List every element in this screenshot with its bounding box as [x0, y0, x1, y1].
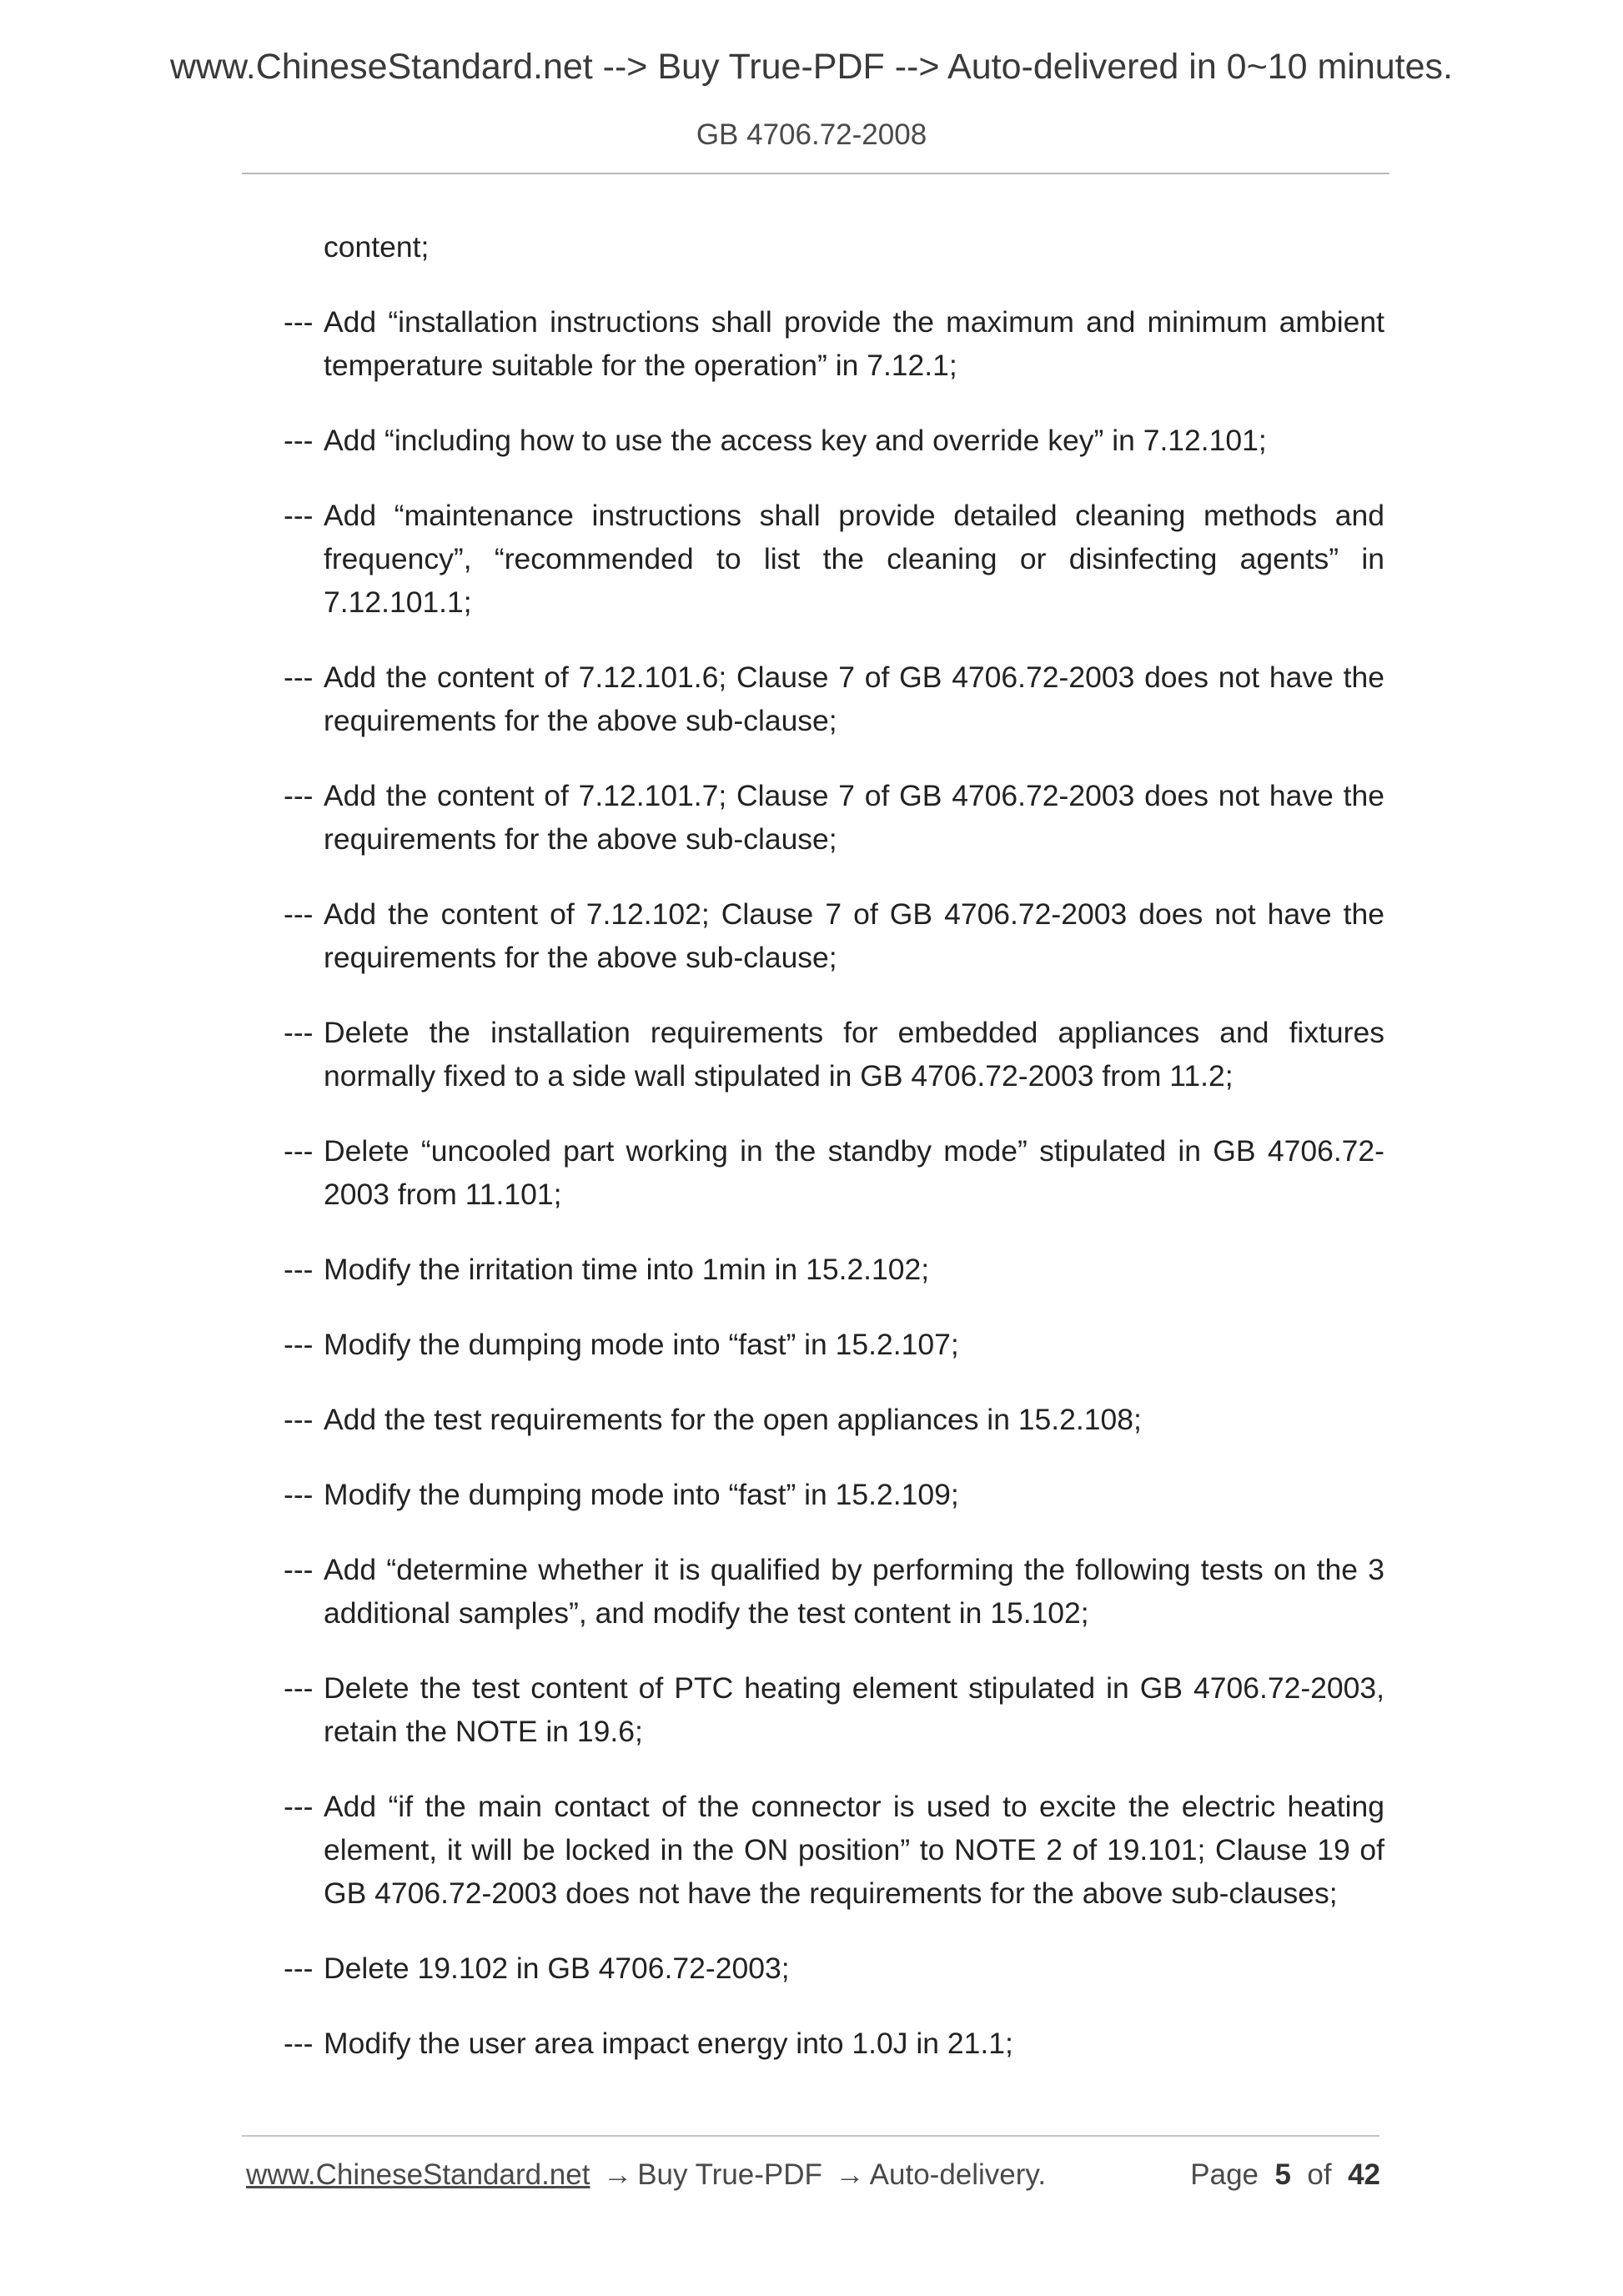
list-item [284, 1398, 1384, 1441]
list-item [284, 892, 1384, 979]
list-item [284, 1011, 1384, 1098]
list-dash: --- [284, 1328, 314, 1361]
list-item [284, 1248, 1384, 1291]
list-item-text: Add “maintenance instructions shall provide detailed cleaning methods and frequency”, “recommended to list the cleaning or disinfecting agents” in 7.12.101.1; [324, 499, 1384, 619]
list-item [284, 1129, 1384, 1216]
continuation-text: content; [324, 230, 430, 264]
list-dash: --- [284, 1134, 314, 1168]
list-dash: --- [284, 499, 314, 532]
list-item-text: Modify the user area impact energy into 1.0J in 21.1; [324, 2027, 1013, 2060]
list-dash: --- [284, 1671, 314, 1705]
list-item-text: Delete the installation requirements for embedded appliances and fixtures normally fixed to a side wall stipulated in GB 4706.72-2003 from 11.2; [324, 1016, 1384, 1093]
list-item [284, 1323, 1384, 1366]
list-item-text: Add the content of 7.12.101.6; Clause 7 of GB 4706.72-2003 does not have the requirements for the above sub-clause; [324, 661, 1384, 737]
list-dash: --- [284, 1952, 314, 1985]
list-item [284, 656, 1384, 742]
page-footer [246, 2155, 1380, 2195]
list-item [284, 300, 1384, 387]
list-item-text: Add the test requirements for the open appliances in 15.2.108; [324, 1403, 1142, 1436]
buy-pdf-text: Buy True-PDF [637, 2158, 822, 2191]
list-dash: --- [284, 897, 314, 931]
list-item-text: Delete “uncooled part working in the standby mode” stipulated in GB 4706.72-2003 from 11.101; [324, 1134, 1384, 1211]
list-item-text: Delete the test content of PTC heating element stipulated in GB 4706.72-2003, retain the NOTE in 19.6; [324, 1671, 1384, 1748]
list-item [284, 774, 1384, 861]
list-dash: --- [284, 1403, 314, 1436]
list-item [284, 1548, 1384, 1635]
list-item-text: Modify the irritation time into 1min in 15.2.102; [324, 1253, 930, 1286]
page-indicator [1190, 2155, 1380, 2195]
list-item [284, 2022, 1384, 2065]
list-item-text: Add the content of 7.12.102; Clause 7 of GB 4706.72-2003 does not have the requirements for the above sub-clause; [324, 897, 1384, 974]
list-item [284, 419, 1384, 462]
source-banner: www.ChineseStandard.net --> Buy True-PDF --> Auto-delivered in 0~10 minutes. [169, 47, 1453, 87]
document-body [284, 225, 1384, 2097]
list-item [284, 1947, 1384, 1990]
auto-delivery-text: Auto-delivery. [869, 2158, 1047, 2191]
arrow-right-icon: → [603, 2158, 633, 2191]
list-dash: --- [284, 1016, 314, 1049]
arrow-right-icon: → [835, 2158, 865, 2191]
list-dash: --- [284, 1790, 314, 1823]
list-dash: --- [284, 305, 314, 339]
list-dash: --- [284, 2027, 314, 2060]
list-item [284, 494, 1384, 624]
list-item-text: Add “if the main contact of the connector is used to excite the electric heating element, it will be locked in the ON position” to NOTE 2 of 19.101; Clause 19 of GB 4706.72-2003 does not have the requirements for the above sub-clauses; [324, 1790, 1384, 1910]
page-current: 5 [1274, 2158, 1291, 2191]
list-dash: --- [284, 424, 314, 457]
list-item [284, 1666, 1384, 1753]
list-dash: --- [284, 779, 314, 812]
footer-promo [246, 2155, 1046, 2195]
list-item-text: Modify the dumping mode into “fast” in 15.2.109; [324, 1478, 959, 1511]
website-link[interactable]: www.ChineseStandard.net [246, 2158, 590, 2191]
list-item-text: Add the content of 7.12.101.7; Clause 7 of GB 4706.72-2003 does not have the requirements for the above sub-clause; [324, 779, 1384, 856]
list-item-text: Modify the dumping mode into “fast” in 15.2.107; [324, 1328, 959, 1361]
list-dash: --- [284, 661, 314, 694]
of-label: of [1307, 2158, 1332, 2191]
list-item [284, 1785, 1384, 1915]
footer-divider [242, 2135, 1379, 2137]
list-item [284, 1473, 1384, 1516]
document-id: GB 4706.72-2008 [696, 118, 927, 151]
list-dash: --- [284, 1253, 314, 1286]
page-label: Page [1190, 2158, 1259, 2191]
list-item-text: Add “installation instructions shall provide the maximum and minimum ambient temperature suitable for the operation” in 7.12.1; [324, 305, 1384, 382]
list-dash: --- [284, 1553, 314, 1586]
page-total: 42 [1348, 2158, 1380, 2191]
change-list [284, 300, 1384, 2065]
list-item-text: Add “including how to use the access key and override key” in 7.12.101; [324, 424, 1267, 457]
list-item-text: Delete 19.102 in GB 4706.72-2003; [324, 1952, 790, 1985]
list-dash: --- [284, 1478, 314, 1511]
header-divider [242, 173, 1389, 174]
list-item-text: Add “determine whether it is qualified by performing the following tests on the 3 additional samples”, and modify the test content in 15.102; [324, 1553, 1384, 1630]
